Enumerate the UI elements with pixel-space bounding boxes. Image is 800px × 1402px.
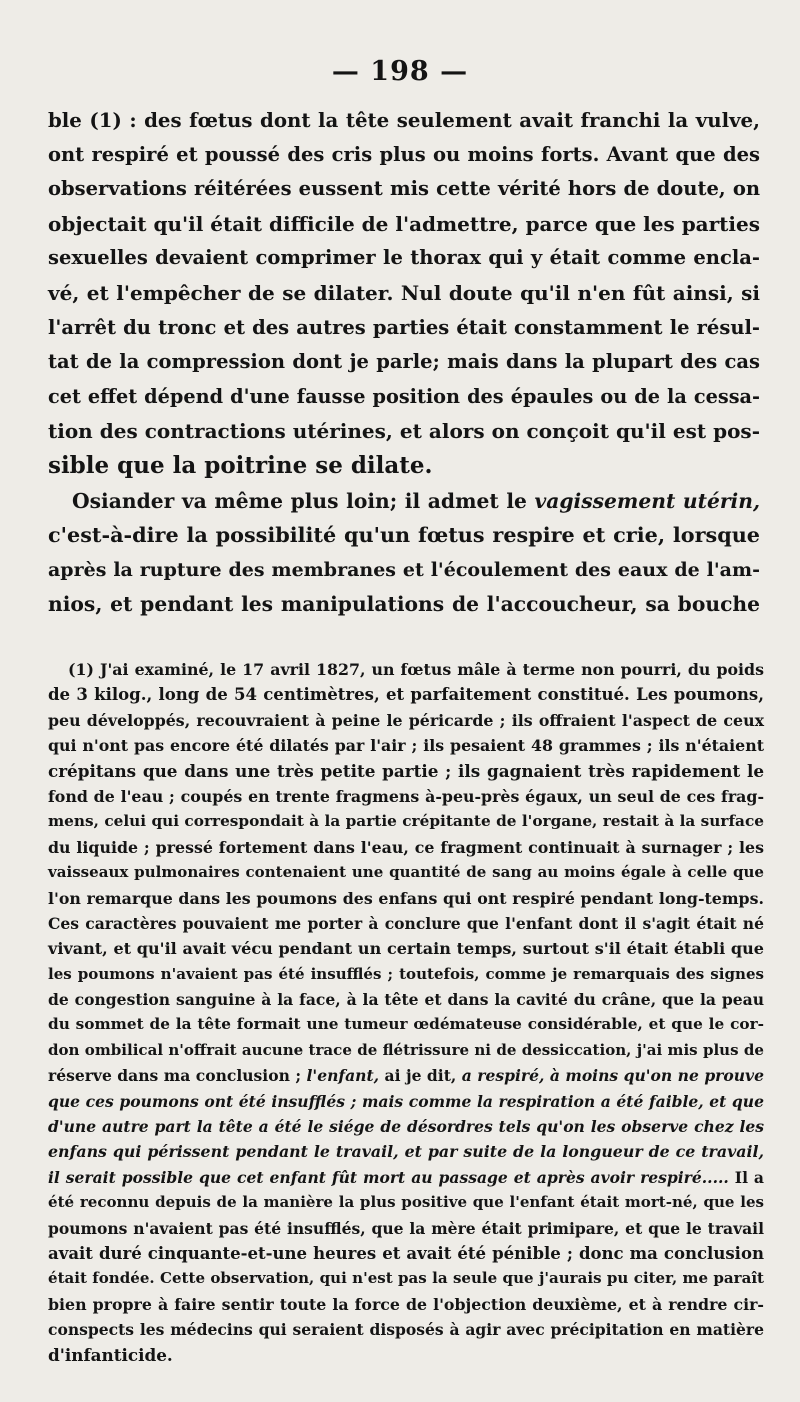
text-run: ai je dit, [379,1066,462,1086]
footnote-line [48,1241,764,1266]
page-number: — 198 — [331,56,469,87]
text-run: vé, et l'empêcher de se dilater. Nul doute qu'il n'en fût ainsi, si [48,280,760,305]
footnote-line [48,682,764,707]
text-run: don ombilical n'offrait aucune trace de flétrissure ni de dessiccation, j'ai mis plus de [48,1040,764,1059]
body-line [48,587,760,622]
footnote-line [48,784,764,809]
text-run: sexuelles devaient comprimer le thorax qui y était comme encla- [48,246,760,270]
italic-text: que ces poumons ont été insufflés ; mais comme la respiration a été faible, et que [48,1091,764,1111]
footnote-line [48,809,764,834]
text-run: Osiander va même plus loin; il admet le [72,488,535,513]
footnote-line [48,657,764,682]
footnote-line [48,1114,764,1139]
italic-text: a respiré, à moins qu'on ne prouve [461,1066,764,1086]
text-run: d'infanticide. [48,1344,173,1365]
text-run: mens, celui qui correspondait à la partie crépitante de l'organe, restait à la surface [48,812,764,831]
text-run: conspects les médecins qui seraient disposés à agir avec précipitation en matière [48,1320,764,1340]
body-line [48,311,760,346]
footnote-line [48,708,764,733]
footnote-line [48,1292,764,1317]
text-run: avait duré cinquante-et-une heures et avait été pénible ; donc ma conclusion [48,1242,764,1263]
text-run: cet effet dépend d'une fausse position des épaules ou de la cessa- [48,384,760,408]
text-run: été reconnu depuis de la manière la plus positive que l'enfant était mort-né, que les [48,1193,764,1212]
text-run: (1) J'ai examiné, le 17 avril 1827, un fœtus mâle à terme non pourri, du poids [68,660,764,679]
footnote-line [48,1063,764,1088]
text-run: ont respiré et poussé des cris plus ou moins forts. Avant que des [48,142,760,166]
footnote-line [48,835,764,860]
italic-text: l'enfant, [306,1066,380,1086]
text-run: observations réitérées eussent mis cette vérité hors de doute, on [48,177,760,201]
text-run: nios, et pendant les manipulations de l'accoucheur, sa bouche [48,592,760,617]
body-line [48,553,760,588]
footnote-line [48,936,764,961]
footnote-line [48,1317,764,1342]
footnote-line [48,1089,764,1114]
footnote-line [48,1216,764,1241]
text-run: fond de l'eau ; coupés en trente fragmens à-peu-près égaux, un seul de ces frag- [48,786,764,806]
body-line [48,518,760,553]
text-run: Il a [728,1167,765,1187]
footnote-line [48,1165,764,1190]
text-run: poumons n'avaient pas été insufflés, que la mère était primipare, et que le travail [48,1218,764,1238]
text-run: qui n'ont pas encore été dilatés par l'air ; ils pesaient 48 grammes ; ils n'étaient [48,736,764,756]
body-line [48,138,760,173]
text-run: ble (1) : des fœtus dont la tête seulement avait franchi la vulve, [48,108,760,132]
text-run: vivant, et qu'il avait vécu pendant un certain temps, surtout s'il était établi que [48,939,764,959]
body-line [48,103,760,138]
text-run: était fondée. Cette observation, qui n'est pas la seule que j'aurais pu citer, me paraît [48,1269,764,1288]
text-run: c'est-à-dire la possibilité qu'un fœtus respire et crie, lorsque [48,523,760,548]
body-line [48,449,760,484]
text-run: objectait qu'il était difficile de l'admettre, parce que les parties [48,211,760,236]
body-line [48,207,760,242]
footnote-line [48,886,764,911]
text-run: réserve dans ma conclusion ; [48,1066,307,1086]
text-run: de congestion sanguine à la face, à la tête et dans la cavité du crâne, que la peau [48,990,764,1010]
footnote-line [48,987,764,1012]
body-line [48,241,760,276]
footnote-line [48,911,764,936]
text-run: les poumons n'avaient pas été insufflés ; toutefois, comme je remarquais des signes [48,964,764,983]
italic-text: vagissement utérin, [534,488,760,513]
text-run: tion des contractions utérines, et alors on conçoit qu'il est pos- [48,419,760,444]
body-line [48,484,760,519]
text-run: Ces caractères pouvaient me porter à conclure que l'enfant dont il s'agit était né [48,913,764,933]
text-run: de 3 kilog., long de 54 centimètres, et parfaitement constitué. Les poumons, [48,684,764,705]
body-line [48,380,760,415]
footnote-line [48,1343,764,1368]
text-run: peu développés, recouvraient à peine le péricarde ; ils offraient l'aspect de ceux [48,710,764,730]
text-run: tat de la compression dont je parle; mais dans la plupart des cas [48,350,760,374]
footnote-line [48,1139,764,1164]
footnote-line [48,962,764,987]
body-text [48,103,760,622]
text-run: du liquide ; pressé fortement dans l'eau, ce fragment continuait à surnager ; les [48,837,764,857]
body-line [48,345,760,380]
text-run: crépitans que dans une très petite partie ; ils gagnaient très rapidement le [48,760,764,781]
italic-text: il serait possible que cet enfant fût mort au passage et après avoir respiré..... [48,1167,729,1187]
text-run: du sommet de la tête formait une tumeur œdémateuse considérable, et que le cor- [48,1015,764,1034]
text-run: après la rupture des membranes et l'écoulement des eaux de l'am- [48,558,760,581]
text-run: sible que la poitrine se dilate. [48,451,433,479]
footnote-line [48,1266,764,1291]
footnote-line [48,860,764,885]
text-run: l'on remarque dans les poumons des enfans qui ont respiré pendant long-temps. [48,888,764,908]
footnote-line [48,733,764,758]
italic-text: enfans qui périssent pendant le travail, et par suite de la longueur de ce travail, [48,1142,764,1162]
footnote-line [48,1190,764,1215]
footnote-line [48,1012,764,1037]
italic-text: d'une autre part la tête a été le siége de désordres tels qu'on les observe chez les [48,1117,764,1137]
footnote-line [48,759,764,784]
text-run: l'arrêt du tronc et des autres parties était constamment le résul- [48,315,760,339]
text-run: vaisseaux pulmonaires contenaient une quantité de sang au moins égale à celle que [48,863,764,882]
text-run: bien propre à faire sentir toute la force de l'objection deuxième, et à rendre cir- [48,1294,764,1314]
body-line [48,172,760,207]
body-line [48,276,760,311]
body-line [48,414,760,449]
footnote [48,657,764,1368]
footnote-line [48,1038,764,1063]
